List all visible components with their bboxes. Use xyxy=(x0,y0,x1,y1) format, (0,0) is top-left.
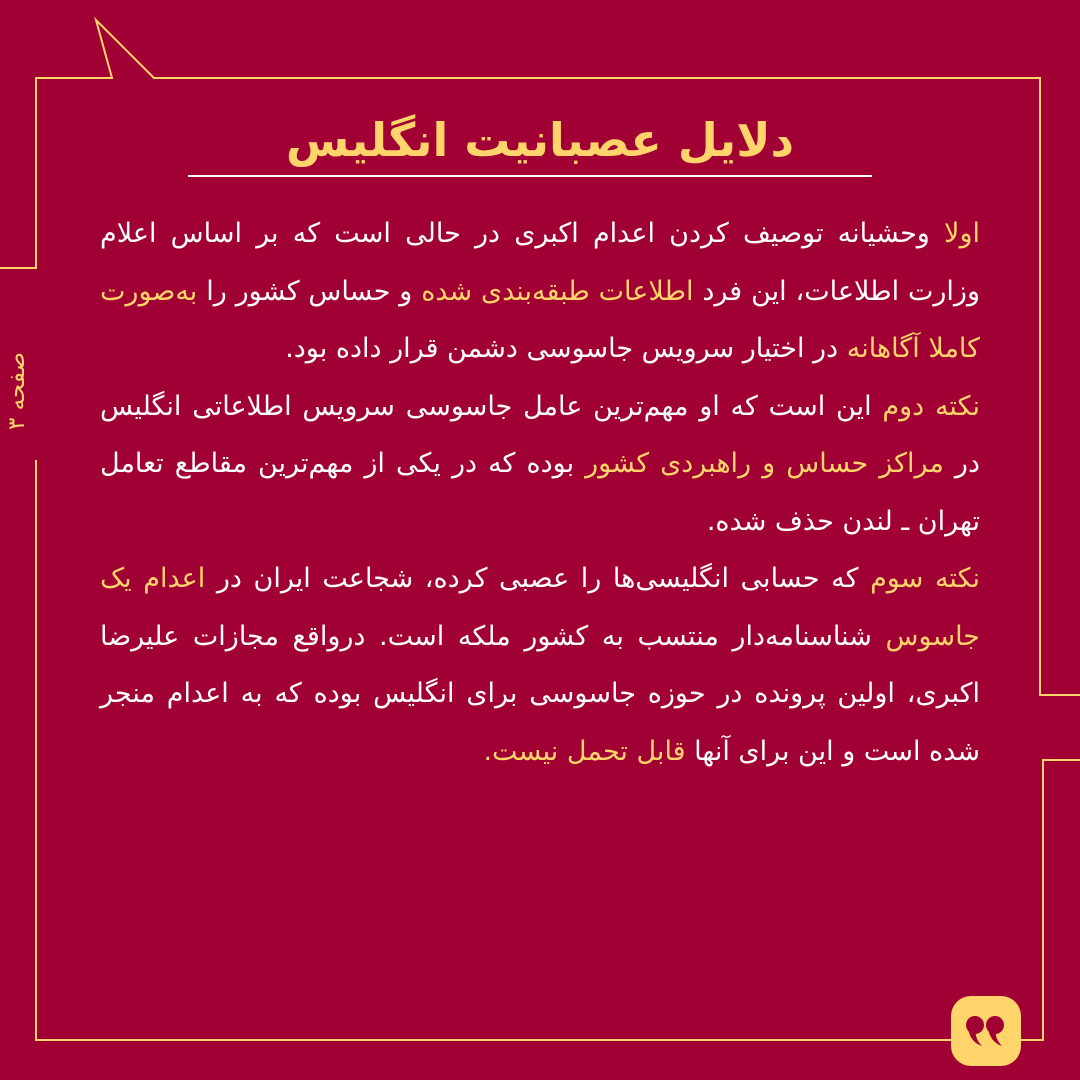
highlight-text: اعدام یک جاسوس xyxy=(100,563,980,652)
paragraph-first xyxy=(100,205,980,378)
highlight-text: اولا xyxy=(944,218,980,249)
highlight-text: نکته سوم xyxy=(870,563,980,594)
highlight-text: نکته دوم xyxy=(882,390,980,422)
article-body xyxy=(100,205,980,905)
body-text: بوده که در یکی از مهم‌ترین مقاطع تعامل تهران ـ لندن حذف شده. xyxy=(100,448,980,537)
title-divider xyxy=(188,175,872,177)
body-text: وحشیانه توصیف کردن اعدام اکبری در حالی است که بر اساس اعلام وزارت اطلاعات، این فرد xyxy=(100,218,980,307)
highlight-text: اطلاعات طبقه‌بندی شده xyxy=(421,275,694,307)
highlight-text: قابل تحمل نیست. xyxy=(483,735,686,767)
body-text: شناسنامه‌دار منتسب به کشور ملکه است. درواقع مجازات علیرضا اکبری، اولین پرونده در حوزه جاسوسی برای انگلیس بوده که به اعدام منجر شده است و این برای آنها xyxy=(100,620,980,767)
page-number-label: صفحه ۳ xyxy=(4,352,30,431)
body-text: که حسابی انگلیسی‌ها را عصبی کرده، شجاعت ایران در xyxy=(205,563,871,594)
highlight-text: به‌صورت کاملا آگاهانه xyxy=(100,275,980,364)
body-text: در اختیار سرویس جاسوسی دشمن قرار داده بود. xyxy=(285,333,847,364)
highlight-text: مراکز حساس و راهبردی کشور xyxy=(585,448,944,479)
quote-badge xyxy=(951,996,1021,1066)
paragraph-third xyxy=(100,550,980,780)
page-title: دلایل عصبانیت انگلیس xyxy=(285,113,795,167)
paragraph-second xyxy=(100,378,980,551)
body-text: این است که او مهم‌ترین عامل جاسوسی سرویس اطلاعاتی انگلیس در xyxy=(100,390,980,479)
quote-icon xyxy=(964,1014,1008,1048)
body-text: و حساس کشور را xyxy=(197,275,422,307)
